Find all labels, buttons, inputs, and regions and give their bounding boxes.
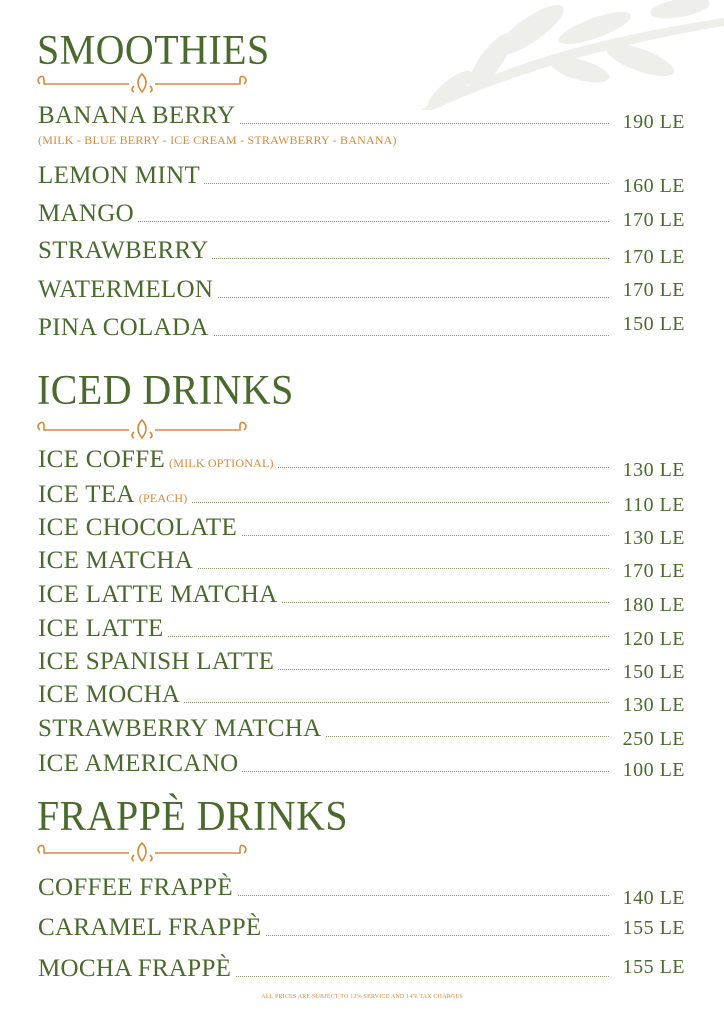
item-price: 190 LE xyxy=(622,111,685,133)
menu-item xyxy=(38,746,685,781)
menu-item xyxy=(38,98,685,133)
footer-note: ALL PRICES ARE SUBJECT TO 12% SERVICE AND 14% TAX CHARGES xyxy=(261,994,463,1000)
item-name: COFFEE FRAPPÈ xyxy=(38,875,237,900)
item-name: WATERMELON xyxy=(38,277,217,302)
menu-item xyxy=(38,711,685,750)
item-price: 110 LE xyxy=(623,494,685,516)
menu-item xyxy=(38,644,685,683)
menu-item xyxy=(38,870,685,909)
item-price: 180 LE xyxy=(622,594,685,616)
menu-item xyxy=(38,951,685,983)
item-price: 150 LE xyxy=(622,313,685,335)
item-name: MOCHA FRAPPÈ xyxy=(38,956,235,981)
ornament-divider-icon xyxy=(34,418,250,440)
section-title-smoothies: SMOOTHIES xyxy=(37,28,270,74)
menu-item xyxy=(38,543,685,582)
item-price: 120 LE xyxy=(622,628,685,650)
item-name: CARAMEL FRAPPÈ xyxy=(38,915,265,940)
item-price: 250 LE xyxy=(622,728,685,750)
olive-branch-icon xyxy=(380,0,724,110)
item-name: ICE SPANISH LATTE xyxy=(38,649,278,674)
item-name: ICE LATTE MATCHA xyxy=(38,582,282,607)
item-price: 155 LE xyxy=(622,956,685,978)
item-name: PINA COLADA xyxy=(38,315,213,340)
item-note: (MILK OPTIONAL) xyxy=(169,456,274,470)
item-note: (PEACH) xyxy=(138,491,188,505)
item-name xyxy=(38,447,278,472)
ornament-divider-icon xyxy=(34,841,250,863)
menu-item xyxy=(38,442,685,481)
item-price: 170 LE xyxy=(622,279,685,301)
section-title-frappe-drinks: FRAPPÈ DRINKS xyxy=(37,794,349,840)
item-name: ICE CHOCOLATE xyxy=(38,515,241,540)
item-price: 170 LE xyxy=(622,209,685,231)
menu-item xyxy=(38,158,685,197)
item-price: 160 LE xyxy=(622,175,685,197)
item-name xyxy=(38,482,192,507)
item-price: 130 LE xyxy=(622,694,685,716)
item-price: 140 LE xyxy=(622,887,685,909)
item-name: STRAWBERRY xyxy=(38,238,212,263)
menu-item xyxy=(38,196,685,231)
menu-item xyxy=(38,910,685,942)
menu-item xyxy=(38,677,685,716)
menu-item xyxy=(38,477,685,516)
ornament-divider-icon xyxy=(34,72,250,94)
menu-item xyxy=(38,310,685,342)
item-price: 155 LE xyxy=(622,917,685,939)
item-price: 100 LE xyxy=(622,759,685,781)
item-name: ICE MOCHA xyxy=(38,682,184,707)
item-price: 170 LE xyxy=(622,246,685,268)
item-price: 130 LE xyxy=(622,459,685,481)
menu-item xyxy=(38,272,685,304)
menu-item xyxy=(38,510,685,549)
item-price: 150 LE xyxy=(622,661,685,683)
item-name: MANGO xyxy=(38,201,138,226)
section-title-iced-drinks: ICED DRINKS xyxy=(37,368,294,414)
item-ingredients: (MILK - BLUE BERRY - ICE CREAM - STRAWBERRY - BANANA) xyxy=(38,133,397,147)
item-name-text: ICE COFFE xyxy=(38,446,166,473)
item-name-text: ICE TEA xyxy=(38,481,135,508)
menu-item xyxy=(38,577,685,616)
menu-item xyxy=(38,611,685,650)
item-name: LEMON MINT xyxy=(38,163,204,188)
item-price: 170 LE xyxy=(622,560,685,582)
item-name: ICE AMERICANO xyxy=(38,751,242,776)
item-name: STRAWBERRY MATCHA xyxy=(38,716,325,741)
menu-item xyxy=(38,233,685,268)
item-name: BANANA BERRY xyxy=(38,103,239,128)
item-price: 130 LE xyxy=(622,527,685,549)
item-name: ICE LATTE xyxy=(38,616,168,641)
item-name: ICE MATCHA xyxy=(38,548,197,573)
